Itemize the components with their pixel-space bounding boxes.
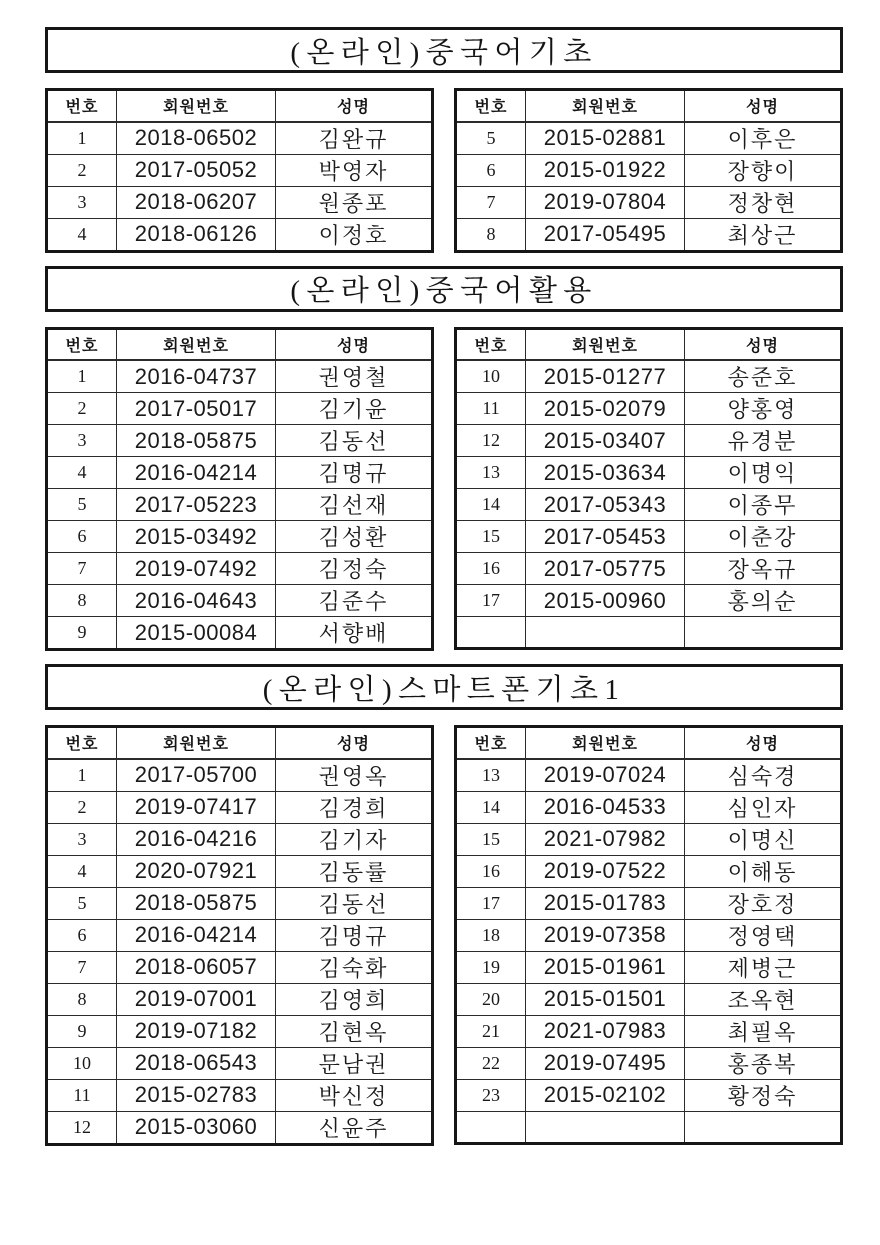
row-number-cell: 10	[47, 1047, 117, 1079]
row-number-cell: 12	[47, 1111, 117, 1144]
column-header: 번호	[47, 727, 117, 759]
roster-row	[456, 919, 842, 951]
member-id-cell: 2016-04214	[117, 919, 276, 951]
roster-row	[47, 457, 433, 489]
course-title: (온라인)중국어기초	[290, 36, 598, 69]
member-name-cell: 최상근	[685, 218, 842, 251]
member-id-cell: 2019-07001	[117, 983, 276, 1015]
row-number-cell: 1	[47, 759, 117, 792]
roster-row	[456, 823, 842, 855]
member-id-cell: 2017-05052	[117, 154, 276, 186]
row-number-cell: 3	[47, 823, 117, 855]
row-number-cell: 2	[47, 393, 117, 425]
member-name-cell: 권영철	[276, 360, 433, 393]
roster-row	[456, 759, 842, 792]
roster-row	[47, 823, 433, 855]
row-number-cell: 22	[456, 1047, 526, 1079]
member-name-cell: 제병근	[685, 951, 842, 983]
member-name-cell: 김선재	[276, 489, 433, 521]
column-header: 번호	[456, 328, 526, 360]
row-number-cell: 14	[456, 489, 526, 521]
member-id-cell: 2019-07495	[526, 1047, 685, 1079]
member-name-cell: 이명신	[685, 823, 842, 855]
member-name-cell: 권영옥	[276, 759, 433, 792]
member-name-cell: 김경희	[276, 791, 433, 823]
row-number-cell: 1	[47, 122, 117, 155]
roster-row	[456, 1047, 842, 1079]
roster-row	[47, 791, 433, 823]
member-name-cell: 김기자	[276, 823, 433, 855]
row-number-cell: 21	[456, 1015, 526, 1047]
member-id-cell: 2015-01922	[526, 154, 685, 186]
course-section	[45, 27, 843, 253]
roster-row	[456, 218, 842, 251]
row-number-cell: 1	[47, 360, 117, 393]
row-number-cell: 3	[47, 186, 117, 218]
course-title: (온라인)중국어활용	[290, 275, 598, 307]
member-name-cell: 조옥현	[685, 983, 842, 1015]
member-name-cell: 김명규	[276, 457, 433, 489]
member-id-cell: 2016-04216	[117, 823, 276, 855]
roster-row	[47, 489, 433, 521]
member-name-cell: 정창현	[685, 186, 842, 218]
roster-row	[456, 1079, 842, 1111]
row-number-cell: 2	[47, 791, 117, 823]
member-name-cell: 이후은	[685, 122, 842, 155]
course-title: (온라인)스마트폰기초1	[262, 673, 626, 706]
roster-table-right	[454, 88, 843, 253]
roster-row	[456, 457, 842, 489]
member-id-cell: 2015-03492	[117, 521, 276, 553]
roster-row	[47, 186, 433, 218]
member-id-cell: 2019-07417	[117, 791, 276, 823]
roster-row	[47, 919, 433, 951]
member-name-cell: 유경분	[685, 425, 842, 457]
roster-row	[47, 1047, 433, 1079]
row-number-cell: 5	[47, 489, 117, 521]
member-id-cell: 2019-07804	[526, 186, 685, 218]
member-id-cell: 2015-01961	[526, 951, 685, 983]
member-name-cell: 이종무	[685, 489, 842, 521]
header-row	[47, 90, 433, 122]
header-row	[47, 727, 433, 759]
member-name-cell: 홍종복	[685, 1047, 842, 1079]
member-name-cell: 김기윤	[276, 393, 433, 425]
member-id-cell: 2017-05495	[526, 218, 685, 251]
roster-row	[456, 489, 842, 521]
member-name-cell: 양홍영	[685, 393, 842, 425]
member-name-cell: 원종포	[276, 186, 433, 218]
member-name-cell: 박신정	[276, 1079, 433, 1111]
column-header: 성명	[276, 727, 433, 759]
roster-row	[456, 425, 842, 457]
row-number-cell: 2	[47, 154, 117, 186]
member-name-cell: 김현옥	[276, 1015, 433, 1047]
column-header: 회원번호	[526, 90, 685, 122]
row-number-cell: 8	[47, 983, 117, 1015]
member-id-cell: 2015-01501	[526, 983, 685, 1015]
member-name-cell: 김동률	[276, 855, 433, 887]
member-id-cell: 2016-04643	[117, 585, 276, 617]
member-name-cell: 이해동	[685, 855, 842, 887]
member-id-cell: 2018-05875	[117, 425, 276, 457]
row-number-cell: 15	[456, 521, 526, 553]
row-number-cell: 11	[456, 393, 526, 425]
row-number-cell: 5	[456, 122, 526, 155]
column-header: 회원번호	[526, 328, 685, 360]
column-header: 성명	[276, 328, 433, 360]
roster-row	[456, 521, 842, 553]
row-number-cell: 7	[47, 553, 117, 585]
member-name-cell: 심숙경	[685, 759, 842, 792]
course-section	[45, 664, 843, 1146]
member-id-cell: 2015-02079	[526, 393, 685, 425]
row-number-cell: 16	[456, 553, 526, 585]
roster-tables	[45, 725, 843, 1146]
roster-row	[456, 617, 842, 649]
column-header: 성명	[685, 328, 842, 360]
roster-tables	[45, 88, 843, 253]
row-number-cell: 18	[456, 919, 526, 951]
column-header: 회원번호	[117, 90, 276, 122]
row-number-cell: 6	[456, 154, 526, 186]
course-title-box	[45, 27, 843, 73]
roster-row	[47, 154, 433, 186]
member-name-cell: 최필옥	[685, 1015, 842, 1047]
column-header: 번호	[47, 328, 117, 360]
roster-row	[456, 122, 842, 155]
member-id-cell: 2015-01277	[526, 360, 685, 393]
member-id-cell: 2015-03060	[117, 1111, 276, 1144]
roster-row	[47, 759, 433, 792]
member-name-cell: 김준수	[276, 585, 433, 617]
row-number-cell	[456, 1111, 526, 1143]
column-header: 회원번호	[117, 328, 276, 360]
member-id-cell: 2015-03634	[526, 457, 685, 489]
row-number-cell: 8	[456, 218, 526, 251]
member-name-cell: 문남권	[276, 1047, 433, 1079]
roster-row	[47, 1111, 433, 1144]
roster-row	[47, 617, 433, 650]
roster-row	[47, 1079, 433, 1111]
member-name-cell: 김정숙	[276, 553, 433, 585]
member-id-cell: 2015-03407	[526, 425, 685, 457]
roster-row	[47, 887, 433, 919]
roster-row	[47, 1015, 433, 1047]
row-number-cell: 6	[47, 919, 117, 951]
member-id-cell: 2015-02102	[526, 1079, 685, 1111]
row-number-cell: 7	[456, 186, 526, 218]
row-number-cell: 13	[456, 759, 526, 792]
member-id-cell: 2016-04214	[117, 457, 276, 489]
roster-row	[456, 360, 842, 393]
roster-row	[456, 791, 842, 823]
roster-table-right	[454, 327, 843, 651]
member-name-cell	[685, 1111, 842, 1143]
header-row	[456, 328, 842, 360]
roster-row	[47, 855, 433, 887]
roster-row	[456, 855, 842, 887]
member-id-cell: 2018-06543	[117, 1047, 276, 1079]
member-name-cell: 김숙화	[276, 951, 433, 983]
member-id-cell: 2017-05775	[526, 553, 685, 585]
roster-row	[456, 1111, 842, 1143]
sections-container	[45, 27, 843, 1146]
member-name-cell: 이춘강	[685, 521, 842, 553]
member-name-cell: 정영택	[685, 919, 842, 951]
column-header: 성명	[685, 727, 842, 759]
member-id-cell: 2015-02783	[117, 1079, 276, 1111]
roster-row	[456, 553, 842, 585]
row-number-cell: 23	[456, 1079, 526, 1111]
member-id-cell: 2019-07492	[117, 553, 276, 585]
roster-row	[47, 983, 433, 1015]
member-name-cell	[685, 617, 842, 649]
row-number-cell: 19	[456, 951, 526, 983]
course-title-box	[45, 266, 843, 312]
roster-row	[47, 425, 433, 457]
member-id-cell: 2017-05453	[526, 521, 685, 553]
member-id-cell: 2015-02881	[526, 122, 685, 155]
row-number-cell: 5	[47, 887, 117, 919]
roster-row	[47, 951, 433, 983]
row-number-cell: 6	[47, 521, 117, 553]
roster-row	[456, 585, 842, 617]
member-name-cell: 서향배	[276, 617, 433, 650]
member-id-cell: 2018-06207	[117, 186, 276, 218]
member-name-cell: 김동선	[276, 887, 433, 919]
member-name-cell: 김성환	[276, 521, 433, 553]
member-name-cell: 송준호	[685, 360, 842, 393]
row-number-cell	[456, 617, 526, 649]
member-id-cell: 2019-07358	[526, 919, 685, 951]
header-row	[456, 727, 842, 759]
roster-table-left	[45, 88, 434, 253]
member-id-cell	[526, 1111, 685, 1143]
member-id-cell: 2018-06057	[117, 951, 276, 983]
roster-row	[47, 585, 433, 617]
row-number-cell: 20	[456, 983, 526, 1015]
row-number-cell: 13	[456, 457, 526, 489]
roster-row	[47, 218, 433, 251]
roster-row	[456, 1015, 842, 1047]
row-number-cell: 16	[456, 855, 526, 887]
member-name-cell: 박영자	[276, 154, 433, 186]
member-id-cell: 2019-07522	[526, 855, 685, 887]
row-number-cell: 17	[456, 887, 526, 919]
member-id-cell: 2015-01783	[526, 887, 685, 919]
roster-row	[456, 983, 842, 1015]
member-id-cell: 2017-05017	[117, 393, 276, 425]
column-header: 성명	[685, 90, 842, 122]
roster-row	[456, 951, 842, 983]
roster-row	[47, 393, 433, 425]
row-number-cell: 10	[456, 360, 526, 393]
member-id-cell: 2018-06502	[117, 122, 276, 155]
member-id-cell: 2017-05343	[526, 489, 685, 521]
column-header: 번호	[456, 90, 526, 122]
roster-table-left	[45, 725, 434, 1146]
member-id-cell: 2015-00960	[526, 585, 685, 617]
row-number-cell: 3	[47, 425, 117, 457]
row-number-cell: 14	[456, 791, 526, 823]
row-number-cell: 9	[47, 1015, 117, 1047]
row-number-cell: 11	[47, 1079, 117, 1111]
member-name-cell: 김완규	[276, 122, 433, 155]
member-name-cell: 신윤주	[276, 1111, 433, 1144]
course-title-box	[45, 664, 843, 710]
row-number-cell: 4	[47, 855, 117, 887]
row-number-cell: 17	[456, 585, 526, 617]
roster-tables	[45, 327, 843, 652]
member-id-cell: 2016-04737	[117, 360, 276, 393]
roster-row	[456, 186, 842, 218]
member-name-cell: 장호정	[685, 887, 842, 919]
member-id-cell: 2015-00084	[117, 617, 276, 650]
row-number-cell: 9	[47, 617, 117, 650]
member-name-cell: 홍의순	[685, 585, 842, 617]
member-name-cell: 이정호	[276, 218, 433, 251]
member-id-cell: 2021-07982	[526, 823, 685, 855]
column-header: 회원번호	[526, 727, 685, 759]
member-name-cell: 황정숙	[685, 1079, 842, 1111]
member-id-cell: 2021-07983	[526, 1015, 685, 1047]
column-header: 회원번호	[117, 727, 276, 759]
member-name-cell: 장향이	[685, 154, 842, 186]
row-number-cell: 7	[47, 951, 117, 983]
roster-table-left	[45, 327, 434, 652]
member-id-cell	[526, 617, 685, 649]
column-header: 번호	[456, 727, 526, 759]
roster-row	[47, 521, 433, 553]
row-number-cell: 4	[47, 218, 117, 251]
column-header: 번호	[47, 90, 117, 122]
roster-row	[456, 154, 842, 186]
member-name-cell: 김영희	[276, 983, 433, 1015]
row-number-cell: 15	[456, 823, 526, 855]
row-number-cell: 12	[456, 425, 526, 457]
header-row	[456, 90, 842, 122]
member-id-cell: 2017-05700	[117, 759, 276, 792]
row-number-cell: 8	[47, 585, 117, 617]
member-name-cell: 장옥규	[685, 553, 842, 585]
row-number-cell: 4	[47, 457, 117, 489]
member-name-cell: 이명익	[685, 457, 842, 489]
member-id-cell: 2017-05223	[117, 489, 276, 521]
member-name-cell: 김동선	[276, 425, 433, 457]
member-id-cell: 2020-07921	[117, 855, 276, 887]
roster-row	[47, 553, 433, 585]
roster-table-right	[454, 725, 843, 1145]
roster-row	[47, 360, 433, 393]
member-id-cell: 2018-06126	[117, 218, 276, 251]
roster-row	[456, 887, 842, 919]
member-id-cell: 2018-05875	[117, 887, 276, 919]
member-name-cell: 심인자	[685, 791, 842, 823]
member-id-cell: 2019-07182	[117, 1015, 276, 1047]
member-id-cell: 2019-07024	[526, 759, 685, 792]
roster-row	[456, 393, 842, 425]
column-header: 성명	[276, 90, 433, 122]
header-row	[47, 328, 433, 360]
member-id-cell: 2016-04533	[526, 791, 685, 823]
member-name-cell: 김명규	[276, 919, 433, 951]
roster-row	[47, 122, 433, 155]
course-section	[45, 266, 843, 652]
